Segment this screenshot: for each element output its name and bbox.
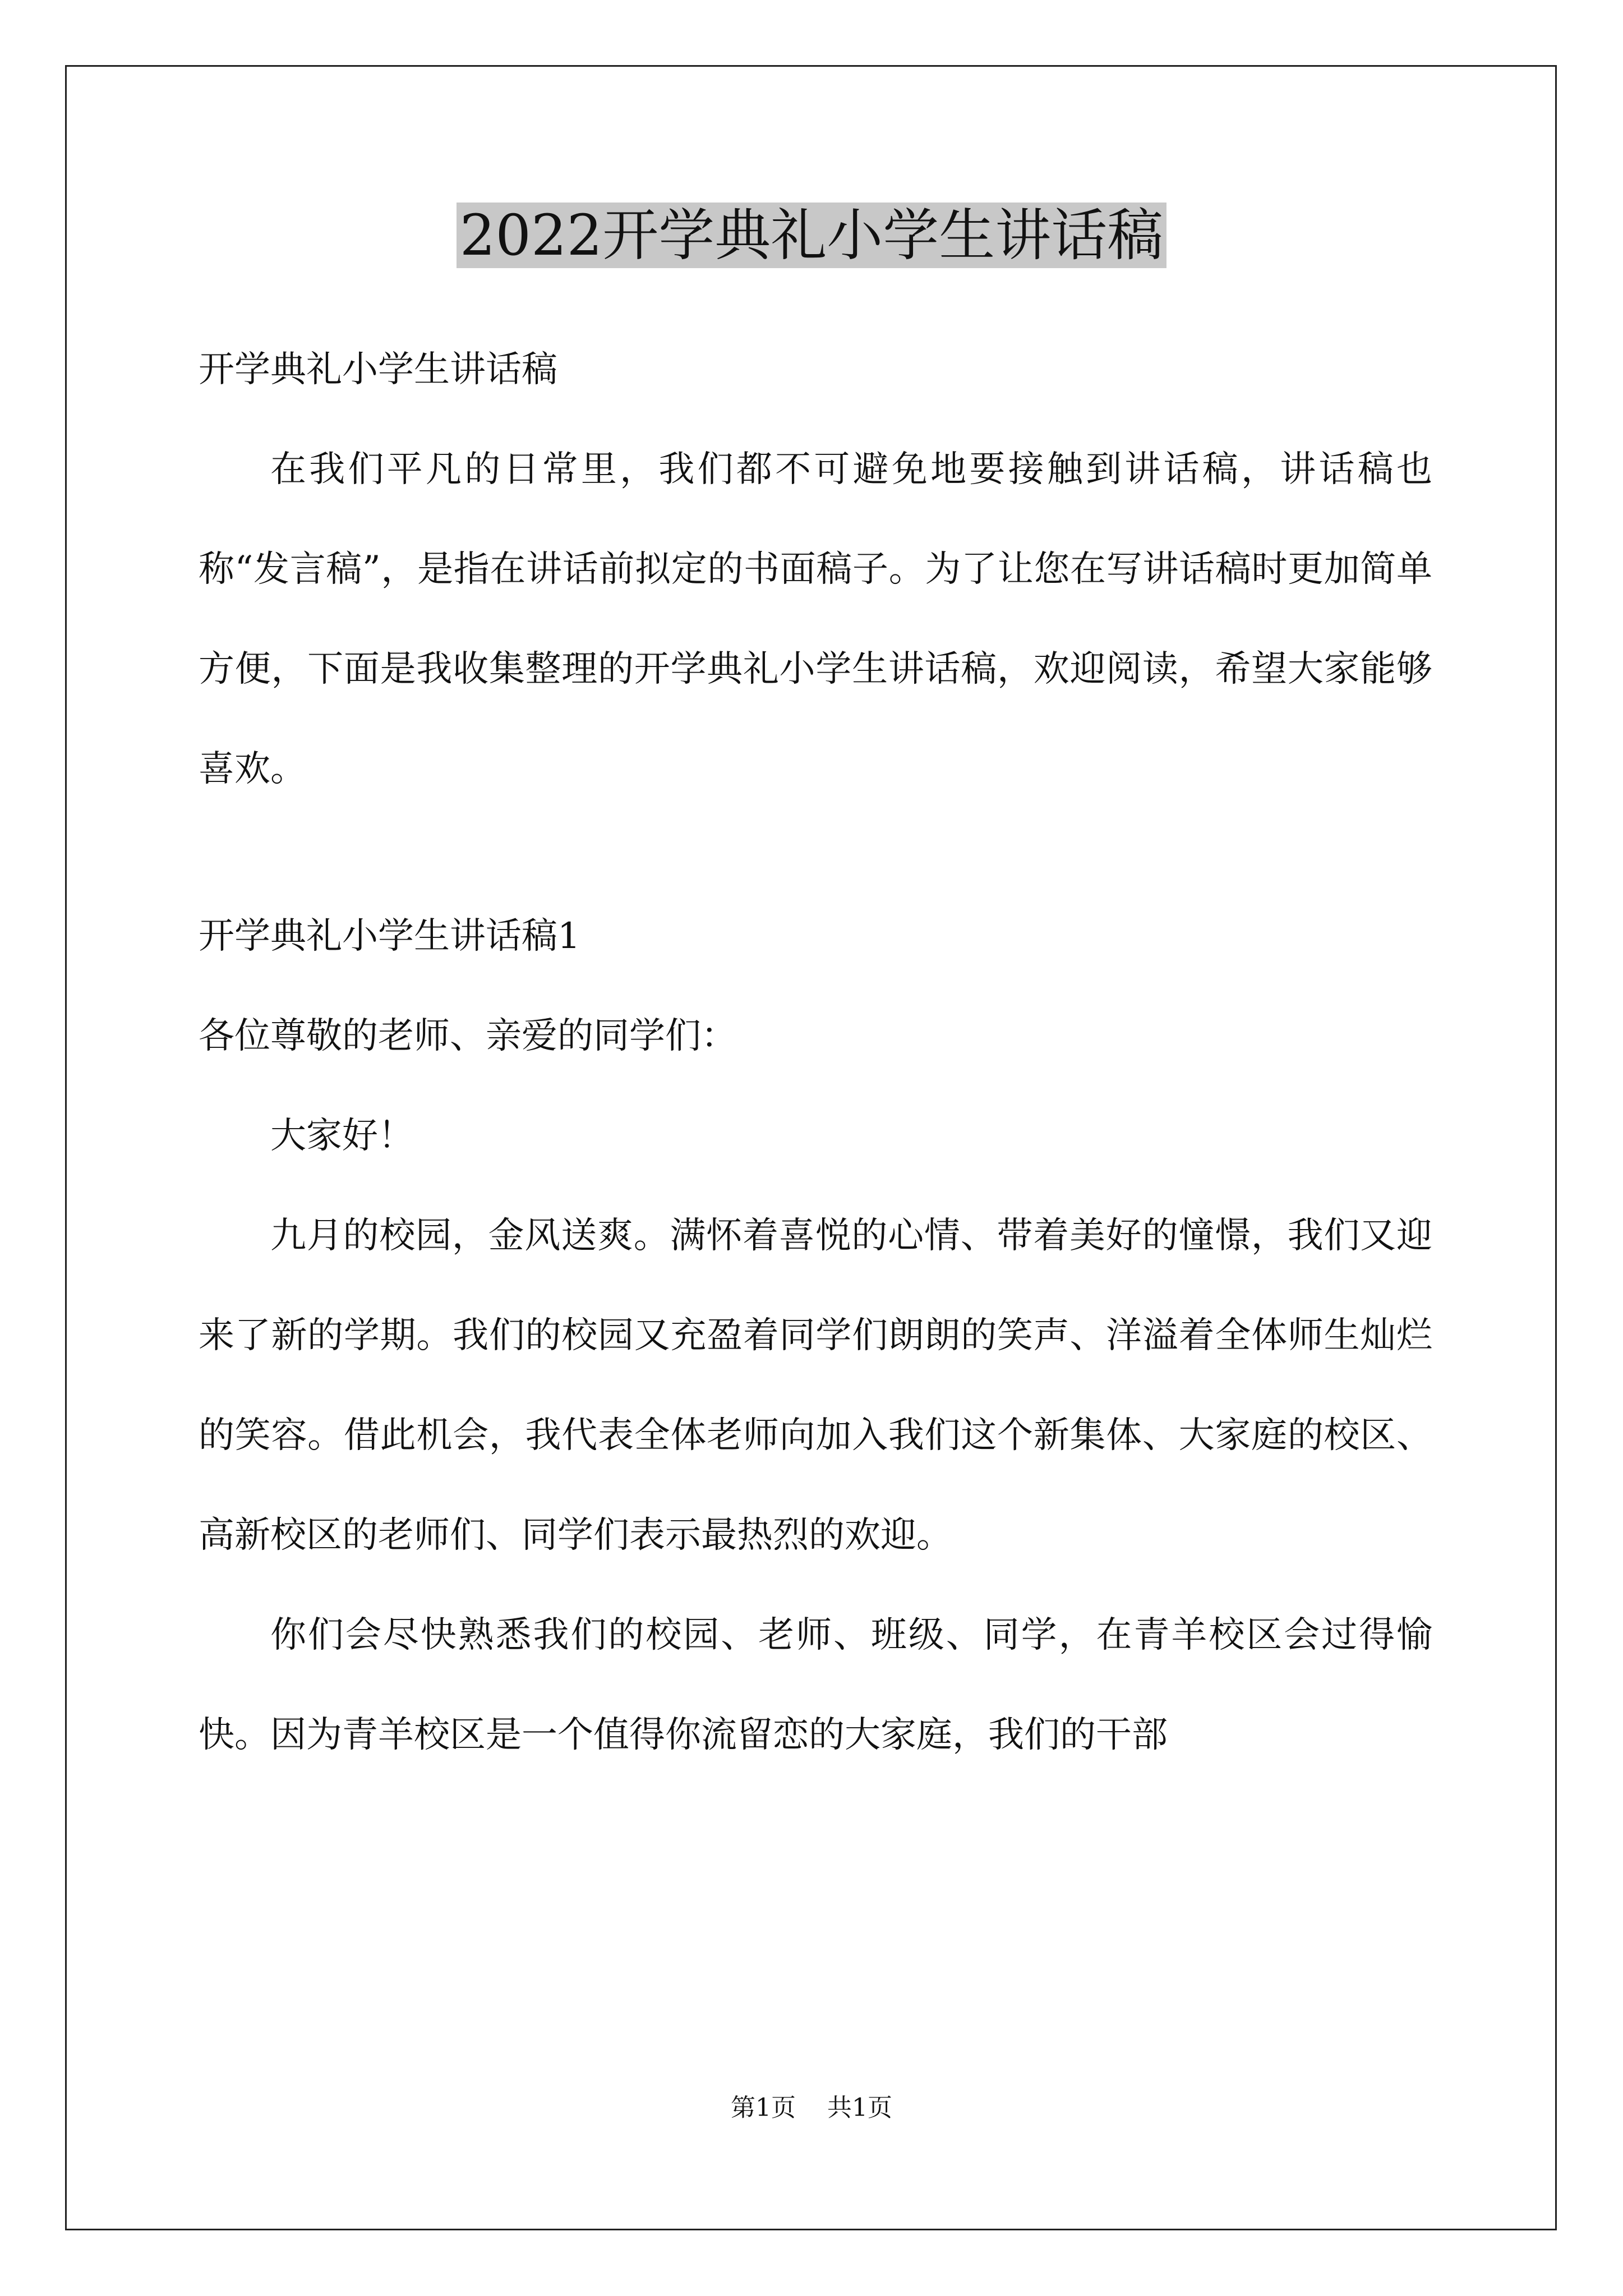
section-heading: 开学典礼小学生讲话稿1	[199, 915, 580, 957]
greeting-paragraph: 大家好！	[270, 1115, 414, 1157]
salutation-paragraph: 各位尊敬的老师、亲爱的同学们：	[199, 1015, 737, 1057]
page-number: 第1页	[731, 2093, 796, 2122]
body-paragraph: 你们会尽快熟悉我们的校园、老师、班级、同学，在青羊校区会过得愉快。因为青羊校区是一个值得你流留恋的大家庭，我们的干部	[199, 1614, 1432, 1756]
page-footer	[0, 2091, 1623, 2125]
body-paragraph: 九月的校园，金风送爽。满怀着喜悦的心情、带着美好的憧憬，我们又迎来了新的学期。我们的校园又充盈着同学们朗朗的笑声、洋溢着全体师生灿烂的笑容。借此机会，我代表全体老师向加入我们这个新集体、大家庭的校区、高新校区的老师们、同学们表示最热烈的欢迎。	[199, 1215, 1432, 1556]
subtitle-paragraph: 开学典礼小学生讲话稿	[199, 349, 557, 390]
title-text: 2022开学典礼小学生讲话稿	[457, 203, 1167, 268]
document-title	[0, 199, 1623, 272]
page-total: 共1页	[827, 2093, 892, 2122]
intro-paragraph: 在我们平凡的日常里，我们都不可避免地要接触到讲话稿，讲话稿也称“发言稿”，是指在讲话前拟定的书面稿子。为了让您在写讲话稿时更加简单方便，下面是我收集整理的开学典礼小学生讲话稿，欢迎阅读，希望大家能够喜欢。	[199, 449, 1432, 790]
document-body	[199, 320, 1432, 1785]
